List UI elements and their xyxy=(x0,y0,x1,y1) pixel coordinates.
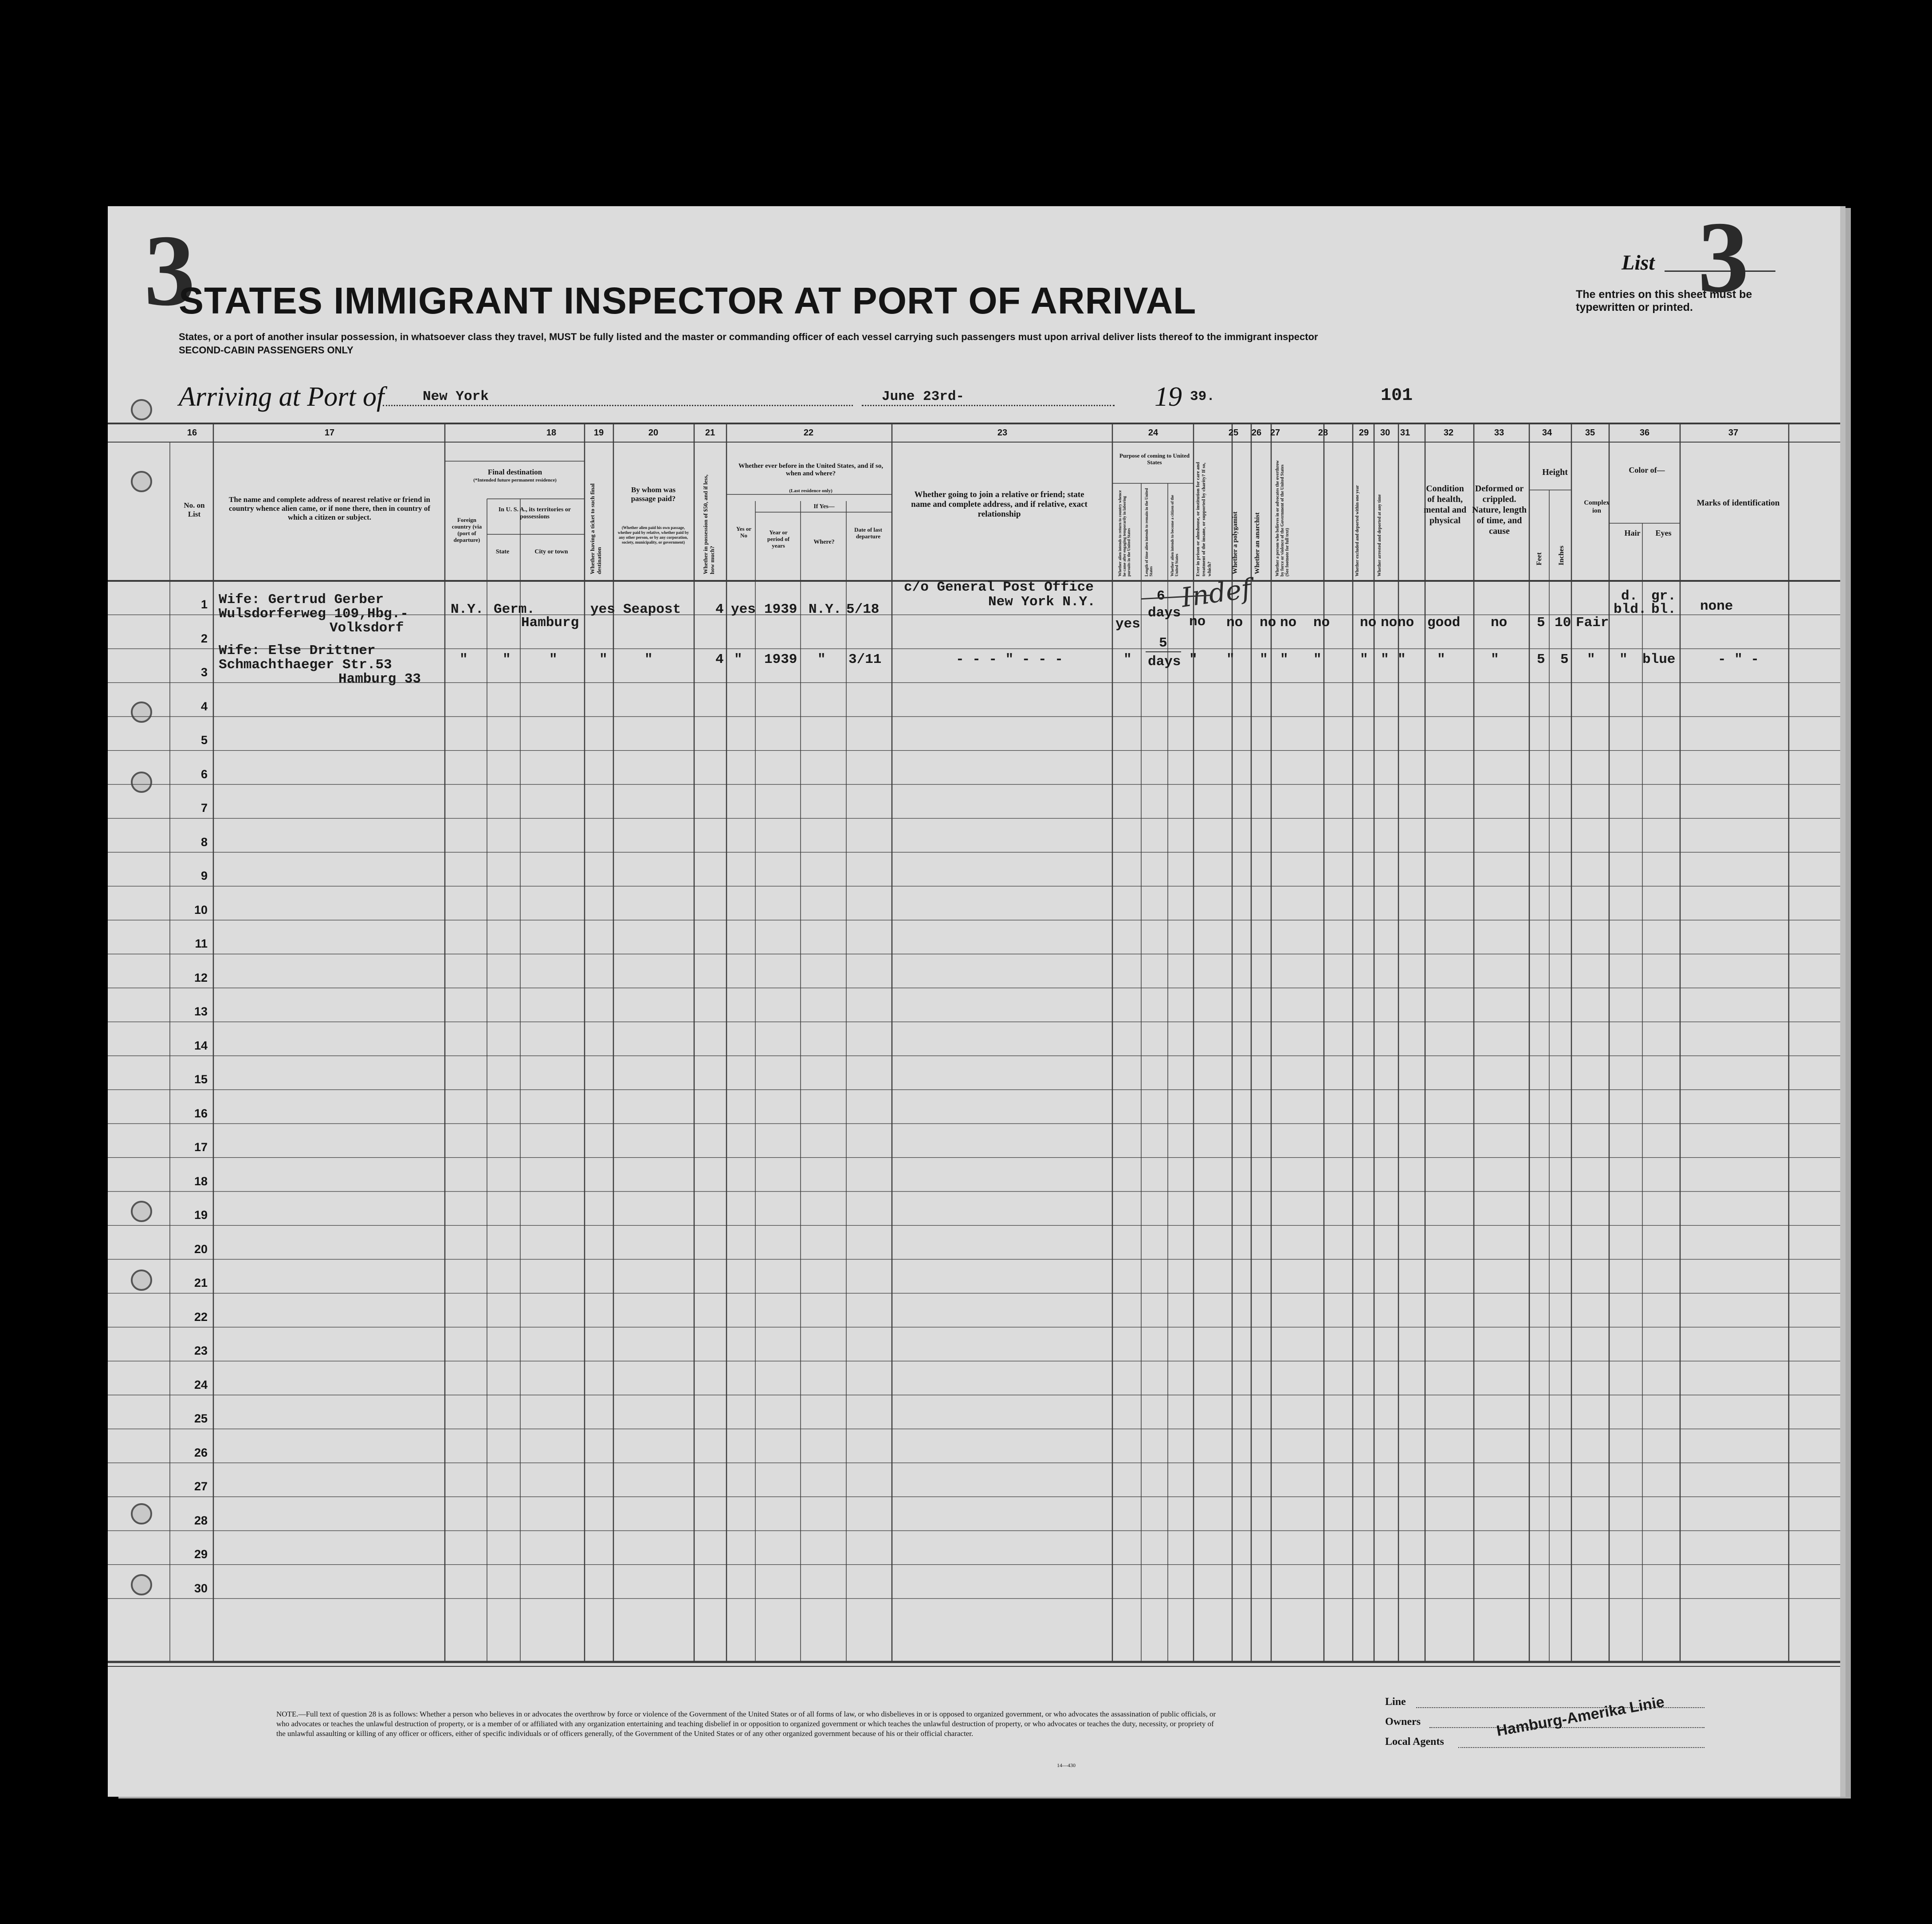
row-2-purpose-citizen: " xyxy=(1189,652,1198,667)
row-2-purpose-length-unit: days xyxy=(1148,654,1181,670)
row-2-purpose-length-num: 5 xyxy=(1159,635,1167,651)
row-number: 30 xyxy=(194,1581,208,1595)
row-1-feet: 5 xyxy=(1537,615,1545,631)
row-number: 26 xyxy=(194,1446,208,1459)
header-no-on-list: No. on List xyxy=(184,501,205,518)
row-number: 7 xyxy=(200,801,208,815)
owners-label: Owners xyxy=(1385,1716,1421,1728)
row-1-purpose-return: yes xyxy=(1115,616,1140,632)
row-1-year: 1939 xyxy=(764,602,797,617)
row-1-joining-line2: New York N.Y. xyxy=(988,594,1096,610)
column-number: 23 xyxy=(997,428,1008,438)
row-number: 22 xyxy=(194,1310,208,1324)
row-2-where: " xyxy=(817,652,826,667)
header-final-destination: Final destination xyxy=(487,468,542,476)
row-2-eyes-line1: blue xyxy=(1642,652,1676,667)
header-polygamist: Whether a polygamist xyxy=(1232,511,1239,574)
header-complexion: Complexion xyxy=(1584,499,1610,514)
header-hair: Hair xyxy=(1624,529,1641,537)
column-number: 29 xyxy=(1359,428,1369,438)
port-value: New York xyxy=(423,389,489,404)
header-ever-before: Whether ever before in the United States, and if so, when and where? xyxy=(738,462,884,477)
row-2-complexion: " xyxy=(1587,652,1595,667)
header-city: City or town xyxy=(534,549,568,555)
header-money: Whether in possession of $50, and if less, how much? xyxy=(702,474,715,574)
row-number: 23 xyxy=(194,1344,208,1357)
header-relative: The name and complete address of nearest relative or friend in country whence alien came, or if none there, then in country of which a citizen or subject. xyxy=(228,495,431,521)
row-2-state: " xyxy=(503,652,511,667)
column-number: 34 xyxy=(1542,428,1552,438)
row-number: 20 xyxy=(194,1242,208,1256)
row-number: 12 xyxy=(194,971,208,984)
column-number: 21 xyxy=(705,428,715,438)
page-title: STATES IMMIGRANT INSPECTOR AT PORT OF ARRIVAL xyxy=(179,280,1197,321)
header-deformed: Deformed or crippled. Nature, length of time, and cause xyxy=(1472,484,1527,536)
row-1-marks: none xyxy=(1700,599,1733,614)
row-2-ticket: " xyxy=(599,652,608,667)
column-number: 36 xyxy=(1639,428,1650,438)
row-number: 24 xyxy=(194,1378,208,1391)
row-1-eyes-line2: bl. xyxy=(1651,602,1676,617)
row-number: 6 xyxy=(200,767,208,781)
row-number: 21 xyxy=(194,1276,208,1289)
column-number: 31 xyxy=(1400,428,1410,438)
row-1-deported: no xyxy=(1381,615,1398,631)
row-2-city: " xyxy=(549,652,558,667)
row-1-hair-line2: bld. xyxy=(1614,602,1647,617)
column-number: 28 xyxy=(1318,428,1328,438)
header-prison: Ever in prison or almshouse, or institution for care and treatment of the insane, or supported by charity? If so, which? xyxy=(1195,462,1212,576)
row-2-fraction-bar xyxy=(1146,651,1181,652)
column-number: 24 xyxy=(1148,428,1158,438)
column-number: 35 xyxy=(1585,428,1595,438)
year-suffix: 39. xyxy=(1190,389,1215,404)
header-deported: Whether excluded and deported within one year xyxy=(1355,485,1360,576)
header-in-usa: In U. S. A., its territories or possessions xyxy=(498,506,571,520)
column-number: 26 xyxy=(1251,428,1262,438)
row-1-paid-by: Seapost xyxy=(623,602,681,617)
row-number: 10 xyxy=(194,903,208,917)
header-feet: Feet xyxy=(1535,552,1543,565)
column-number: 20 xyxy=(648,428,659,438)
row-2-prison: " xyxy=(1226,652,1235,667)
row-1-purpose-citizen: no xyxy=(1189,614,1206,630)
row-1-coming-reason: no xyxy=(1360,615,1377,631)
row-number: 1 xyxy=(200,598,208,611)
list-number: 3 xyxy=(1698,206,1749,313)
row-2-purpose-return: " xyxy=(1123,652,1132,667)
row-number: 29 xyxy=(194,1548,208,1561)
header-height: Height xyxy=(1542,467,1568,477)
header-overthrow: Whether a person who believes in or advocates the overthrow by force or violence of the Government of the United States (See footnote for full text) xyxy=(1275,460,1290,576)
header-marks: Marks of identification xyxy=(1696,498,1780,508)
sheet-number: 3 xyxy=(144,214,195,327)
agents-underline xyxy=(1458,1747,1704,1748)
header-state: State xyxy=(495,549,510,555)
header-joining: Whether going to join a relative or friend; state name and complete address, and if relative, exact relationship xyxy=(911,490,1088,519)
column-number: 33 xyxy=(1494,428,1504,438)
row-1-hair-line1: d. xyxy=(1621,588,1638,604)
row-number: 28 xyxy=(194,1513,208,1527)
column-number: 27 xyxy=(1270,428,1280,438)
row-2-hair-line1: " xyxy=(1619,652,1628,667)
column-number: 32 xyxy=(1443,428,1454,438)
row-2-marks: - " - xyxy=(1718,652,1759,667)
header-final-destination-sub: (*Intended future permanent residence) xyxy=(473,478,557,483)
row-number: 4 xyxy=(200,699,208,713)
row-1-money: 4 xyxy=(715,602,724,617)
header-arrested-deported: Whether arrested and deported at any time xyxy=(1377,494,1382,576)
row-1-overthrow: no xyxy=(1313,615,1330,631)
column-number: 19 xyxy=(593,428,604,438)
row-1-ticket: yes xyxy=(590,602,615,617)
header-year-period: Year or period of years xyxy=(767,529,790,549)
header-eyes: Eyes xyxy=(1655,529,1672,537)
row-number: 3 xyxy=(200,666,208,679)
row-number: 2 xyxy=(200,631,208,645)
row-2-feet: 5 xyxy=(1537,652,1545,667)
row-number: 17 xyxy=(194,1140,208,1154)
row-number: 8 xyxy=(200,835,208,849)
date-value: June 23rd- xyxy=(882,389,965,404)
header-coming-reason xyxy=(1323,459,1352,576)
row-number: 15 xyxy=(194,1073,208,1086)
row-1-handwritten: Indef xyxy=(1179,573,1253,614)
year-prefix: 19 xyxy=(1154,382,1182,412)
row-number: 5 xyxy=(200,733,208,747)
row-1-complexion: Fair xyxy=(1576,615,1609,631)
row-1-where: N.Y. xyxy=(809,602,842,617)
row-2-paid-by: " xyxy=(644,652,653,667)
header-ticket: Whether having a ticket to such final destination xyxy=(589,483,602,574)
form-number: 14—430 xyxy=(1057,1762,1076,1768)
page-ref: 101 xyxy=(1381,386,1413,406)
row-number: 16 xyxy=(194,1106,208,1120)
row-2-polygamist: " xyxy=(1260,652,1268,667)
row-1-foreign: N.Y. xyxy=(451,602,484,617)
row-1-purpose-length-unit: days xyxy=(1148,605,1181,621)
row-1-prison: no xyxy=(1226,615,1243,631)
row-number: 11 xyxy=(195,937,208,950)
header-purpose-b: Length of time alien intends to remain in the United States xyxy=(1144,488,1153,576)
row-2-anarchist: " xyxy=(1280,652,1288,667)
manifest-sheet xyxy=(108,206,1840,1797)
row-2-foreign: " xyxy=(459,652,468,667)
row-1-relative-line3: Volksdorf xyxy=(330,620,404,636)
header-yes-no: Yes or No xyxy=(736,525,752,539)
header-purpose-c: Whether alien intends to become a citizen of the United States xyxy=(1170,495,1179,576)
class-label: SECOND-CABIN PASSENGERS ONLY xyxy=(179,345,353,356)
column-number: 22 xyxy=(803,428,814,438)
row-2-arrested: " xyxy=(1398,652,1406,667)
line-label: Line xyxy=(1385,1696,1406,1708)
row-number: 25 xyxy=(194,1412,208,1425)
row-2-relative-line3: Hamburg 33 xyxy=(338,671,421,687)
row-2-money: 4 xyxy=(715,652,724,667)
row-2-departure: 3/11 xyxy=(848,652,882,667)
manifest-grid xyxy=(108,206,1840,1797)
row-2-overthrow: " xyxy=(1313,652,1322,667)
row-2-relative-line2: Schmachthaeger Str.53 xyxy=(219,657,392,673)
row-1-anarchist: no xyxy=(1280,615,1297,631)
header-date-last-departure: Date of last departure xyxy=(854,526,882,540)
row-1-polygamist: no xyxy=(1260,615,1276,631)
arriving-label: Arriving at Port of xyxy=(179,382,385,412)
header-passage-paid: By whom was passage paid? xyxy=(631,486,676,503)
row-1-relative-line2: Wulsdorferweg 109,Hbg.- xyxy=(219,606,408,622)
row-2-coming-reason: " xyxy=(1360,652,1368,667)
row-number: 19 xyxy=(194,1208,208,1222)
header-health: Condition of health, mental and physical xyxy=(1423,484,1467,525)
header-passage-paid-sub: (Whether alien paid his own passage, whether paid by relative, whether paid by any other person, or by any corporation, society, municipality, or government) xyxy=(617,525,689,545)
row-1-arrested: no xyxy=(1398,615,1414,631)
header-purpose: Purpose of coming to United States xyxy=(1119,452,1190,466)
row-1-eyes-line1: gr. xyxy=(1651,588,1676,604)
row-1-relative-line1: Wife: Gertrud Gerber xyxy=(219,592,384,607)
column-number: 18 xyxy=(546,428,557,438)
column-number: 37 xyxy=(1728,428,1739,438)
row-1-health: good xyxy=(1427,615,1461,631)
row-2-ever-yes: " xyxy=(734,652,742,667)
header-purpose-a: Whether alien intends to return to country whence he came after engaging temporarily in laboring pursuits in the United States xyxy=(1118,490,1131,576)
row-1-city: Hamburg xyxy=(521,615,579,631)
row-2-inches: 5 xyxy=(1560,652,1569,667)
row-number: 13 xyxy=(194,1005,208,1018)
row-number: 27 xyxy=(194,1480,208,1493)
typewritten-note: The entries on this sheet must be typewritten or printed. xyxy=(1576,288,1752,313)
row-1-ever-yes: yes xyxy=(731,602,756,617)
line-stamp: Hamburg-Amerika Linie xyxy=(1495,1693,1666,1740)
row-2-health: " xyxy=(1437,652,1445,667)
row-1-joining-line1: c/o General Post Office xyxy=(904,580,1094,595)
header-anarchist: Whether an anarchist xyxy=(1254,512,1261,574)
column-number: 30 xyxy=(1380,428,1390,438)
header-color-of: Color of— xyxy=(1629,466,1665,474)
column-number: 16 xyxy=(187,428,197,438)
header-ever-before-sub: (Last residence only) xyxy=(789,488,832,494)
agents-label: Local Agents xyxy=(1385,1736,1444,1748)
row-2-deported: " xyxy=(1381,652,1389,667)
header-inches: Inches xyxy=(1558,545,1565,565)
row-1-state: Germ. xyxy=(494,602,535,617)
column-number: 17 xyxy=(324,428,335,438)
header-where: Where? xyxy=(813,539,835,545)
row-number: 9 xyxy=(200,869,208,882)
row-2-relative-line1: Wife: Else Drittner xyxy=(219,643,376,658)
row-1-inches: 10 xyxy=(1555,615,1571,631)
row-1-purpose-length-num: 6 xyxy=(1157,588,1165,604)
instructions-text: States, or a port of another insular possession, in whatsoever class they travel, MUST be fully listed and the master or commanding officer of each vessel carrying such passengers must upon arrival deliver lists thereof to the immigrant inspector xyxy=(179,331,1318,342)
footnote-text: NOTE.—Full text of question 28 is as follows: Whether a person who believes in or advocates the overthrow by force or violence of the Government of the United States or of all forms of law, or who disbelieves in or is opposed to organized government, or who advocates the assassination of public officials, or who advocates or teaches the unlawful destruction of property, or is a member of or affiliated with any organization entertaining and teaching disbelief in or opposition to organized government or which teaches the unlawful destruction of property, or who advocates or teaches the duty, necessity, or propriety of the unlawful assaulting or killing of any officer or officers, either of specific individuals or of officers generally, of the Government of the United States or of any other organized government because of his or their official character. xyxy=(276,1710,1216,1738)
row-1-departure: 5/18 xyxy=(846,602,880,617)
list-label: List xyxy=(1622,251,1655,274)
row-number: 14 xyxy=(194,1038,208,1052)
header-if-yes: If Yes— xyxy=(813,503,835,510)
row-2-year: 1939 xyxy=(764,652,797,667)
row-2-deformed: " xyxy=(1491,652,1499,667)
row-2-joining-line1: - - - " - - - xyxy=(956,652,1063,667)
header-foreign-country: Foreign country (via (port of departure) xyxy=(452,517,482,543)
row-number: 18 xyxy=(194,1174,208,1188)
column-number: 25 xyxy=(1228,428,1239,438)
row-1-deformed: no xyxy=(1491,615,1508,631)
